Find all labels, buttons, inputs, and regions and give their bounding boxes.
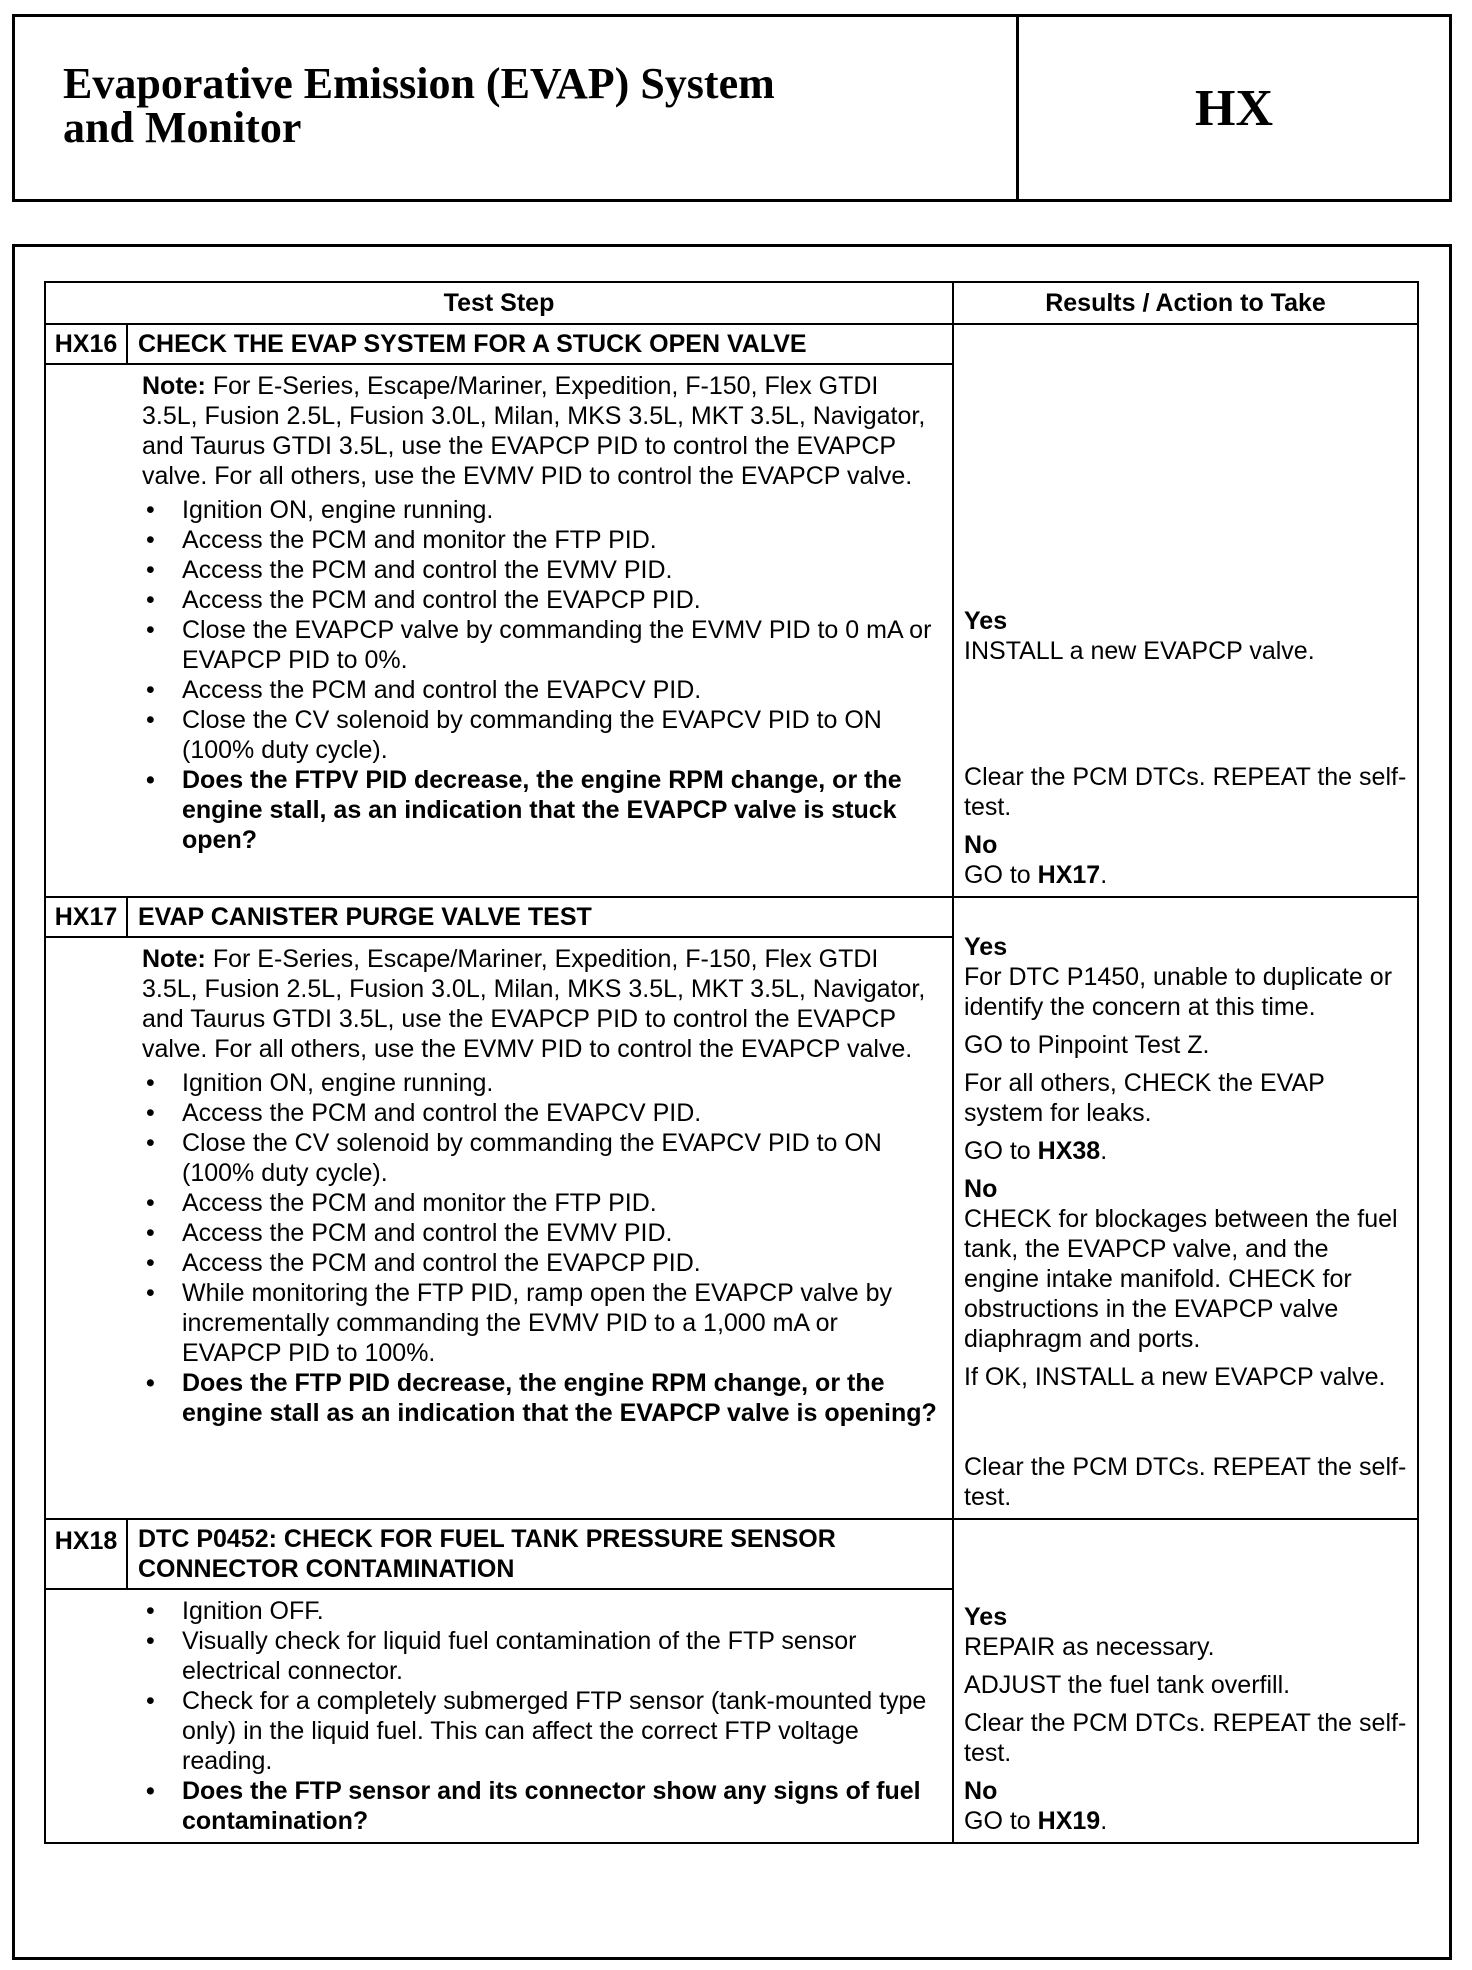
step-list-hx18: [142, 1596, 938, 1836]
list-item: • Access the PCM and control the EVAPCV PID.: [142, 675, 938, 705]
list-item: • While monitoring the FTP PID, ramp open the EVAPCP valve by incrementally commanding the EVMV PID to a 1,000 mA or EVAPCP PID to 100%.: [142, 1278, 938, 1368]
yes-label-hx16: Yes: [964, 607, 1008, 635]
no-action-hx16: [964, 860, 1407, 890]
list-item: • Access the PCM and control the EVAPCV PID.: [142, 1098, 938, 1128]
yes-clear-hx18: Clear the PCM DTCs. REPEAT the self-test.: [964, 1709, 1407, 1767]
no-target-hx16: HX17: [1037, 861, 1101, 889]
procedure-hx16: [45, 364, 953, 897]
step-id-hx17: HX17: [45, 897, 127, 937]
title-line-2: and Monitor: [63, 103, 302, 152]
note-label-hx17: Note:: [142, 945, 206, 973]
no-go-hx16: GO to: [964, 861, 1038, 889]
list-item: • Ignition ON, engine running.: [142, 1068, 938, 1098]
note-hx17: [142, 944, 938, 1064]
step-id-hx16: HX16: [45, 324, 127, 364]
step-id-hx18: HX18: [45, 1519, 127, 1589]
list-item: • Access the PCM and monitor the FTP PID.: [142, 525, 938, 555]
list-item: • Ignition ON, engine running.: [142, 495, 938, 525]
column-header-results: Results / Action to Take: [953, 282, 1418, 324]
no-action-hx18: [964, 1806, 1407, 1836]
list-item: • Ignition OFF.: [142, 1596, 938, 1626]
no-period-hx18: .: [1100, 1807, 1108, 1835]
step-title-hx18: DTC P0452: CHECK FOR FUEL TANK PRESSURE SENSOR CONNECTOR CONTAMINATION: [127, 1519, 953, 1589]
question-hx18: • Does the FTP sensor and its connector show any signs of fuel contamination?: [142, 1776, 938, 1836]
list-item: • Close the CV solenoid by commanding the EVAPCV PID to ON (100% duty cycle).: [142, 705, 938, 765]
list-item: • Close the EVAPCP valve by commanding the EVMV PID to 0 mA or EVAPCP PID to 0%.: [142, 615, 938, 675]
step-title-hx16: CHECK THE EVAP SYSTEM FOR A STUCK OPEN VALVE: [127, 324, 953, 364]
step-header-row-hx16: [45, 324, 1418, 364]
yes-repair-hx18: REPAIR as necessary.: [964, 1633, 1215, 1661]
list-item: • Check for a completely submerged FTP sensor (tank-mounted type only) in the liquid fuel. This can affect the correct FTP voltage reading.: [142, 1686, 938, 1776]
note-text-hx17: For E-Series, Escape/Mariner, Expedition, F-150, Flex GTDI 3.5L, Fusion 2.5L, Fusion 3.0L, Milan, MKS 3.5L, MKT 3.5L, Navigator, and Taurus GTDI 3.5L, use the EVAPCP PID to control the EVAPCP valve. For all others, use the EVMV PID to control the EVAPCP valve.: [142, 945, 926, 1063]
yes-adjust-hx18: ADJUST the fuel tank overfill.: [964, 1671, 1291, 1699]
list-item: • Access the PCM and control the EVAPCP PID.: [142, 585, 938, 615]
question-hx16: • Does the FTPV PID decrease, the engine RPM change, or the engine stall, as an indication that the EVAPCP valve is stuck open?: [142, 765, 938, 855]
test-step-table: [44, 281, 1419, 1844]
list-item: • Close the CV solenoid by commanding the EVAPCV PID to ON (100% duty cycle).: [142, 1128, 938, 1188]
no-clear-hx17: Clear the PCM DTCs. REPEAT the self-test.: [964, 1453, 1407, 1511]
yes-go-hx17: GO to: [964, 1137, 1038, 1165]
yes-label-hx18: Yes: [964, 1603, 1008, 1631]
no-check-hx17: CHECK for blockages between the fuel tank, the EVAPCP valve, and the engine intake manifold. CHECK for obstructions in the EVAPCP valve diaphragm and ports.: [964, 1205, 1398, 1353]
no-go-hx18: GO to: [964, 1807, 1038, 1835]
no-label-hx18: No: [964, 1777, 998, 1805]
yes-target-hx17: HX38: [1037, 1137, 1101, 1165]
page-header: [12, 14, 1452, 202]
column-header-test-step: Test Step: [45, 282, 953, 324]
results-hx18: [953, 1519, 1418, 1843]
step-list-hx16: [142, 495, 938, 855]
no-install-hx17: If OK, INSTALL a new EVAPCP valve.: [964, 1363, 1386, 1391]
yes-label-hx17: Yes: [964, 933, 1008, 961]
yes-p1450-hx17: For DTC P1450, unable to duplicate or identify the concern at this time.: [964, 963, 1393, 1021]
no-label-hx17: No: [964, 1175, 998, 1203]
page-title: [15, 17, 1019, 199]
procedure-hx18: [45, 1589, 953, 1843]
step-header-row-hx18: [45, 1519, 1418, 1589]
step-header-row-hx17: [45, 897, 1418, 937]
list-item: • Visually check for liquid fuel contamination of the FTP sensor electrical connector.: [142, 1626, 938, 1686]
yes-clear-hx16: Clear the PCM DTCs. REPEAT the self-test.: [964, 763, 1407, 821]
question-hx17: • Does the FTP PID decrease, the engine RPM change, or the engine stall as an indication that the EVAPCP valve is opening?: [142, 1368, 938, 1428]
no-period-hx16: .: [1100, 861, 1108, 889]
step-title-hx17: EVAP CANISTER PURGE VALVE TEST: [127, 897, 953, 937]
yes-others-hx17: For all others, CHECK the EVAP system for leaks.: [964, 1069, 1325, 1127]
yes-action-hx16: INSTALL a new EVAPCP valve.: [964, 637, 1315, 665]
list-item: • Access the PCM and control the EVMV PID.: [142, 1218, 938, 1248]
yes-goto-z-hx17: GO to Pinpoint Test Z.: [964, 1031, 1210, 1059]
step-list-hx17: [142, 1068, 938, 1428]
results-hx17: [953, 897, 1418, 1519]
no-target-hx18: HX19: [1037, 1807, 1101, 1835]
table-header-row: [45, 282, 1418, 324]
list-item: • Access the PCM and control the EVAPCP PID.: [142, 1248, 938, 1278]
procedure-hx17: [45, 937, 953, 1519]
note-label-hx16: Note:: [142, 372, 206, 400]
section-code: HX: [1195, 79, 1273, 137]
note-text-hx16: For E-Series, Escape/Mariner, Expedition, F-150, Flex GTDI 3.5L, Fusion 2.5L, Fusion 3.0L, Milan, MKS 3.5L, MKT 3.5L, Navigator, and Taurus GTDI 3.5L, use the EVAPCP PID to control the EVAPCP valve. For all others, use the EVMV PID to control the EVAPCP valve.: [142, 372, 926, 490]
results-hx16: [953, 324, 1418, 897]
note-hx16: [142, 371, 938, 491]
yes-goto-hx17: [964, 1136, 1407, 1166]
list-item: • Access the PCM and control the EVMV PID.: [142, 555, 938, 585]
list-item: • Access the PCM and monitor the FTP PID.: [142, 1188, 938, 1218]
yes-period-hx17: .: [1100, 1137, 1108, 1165]
no-label-hx16: No: [964, 831, 998, 859]
title-line-1: Evaporative Emission (EVAP) System: [63, 59, 775, 108]
